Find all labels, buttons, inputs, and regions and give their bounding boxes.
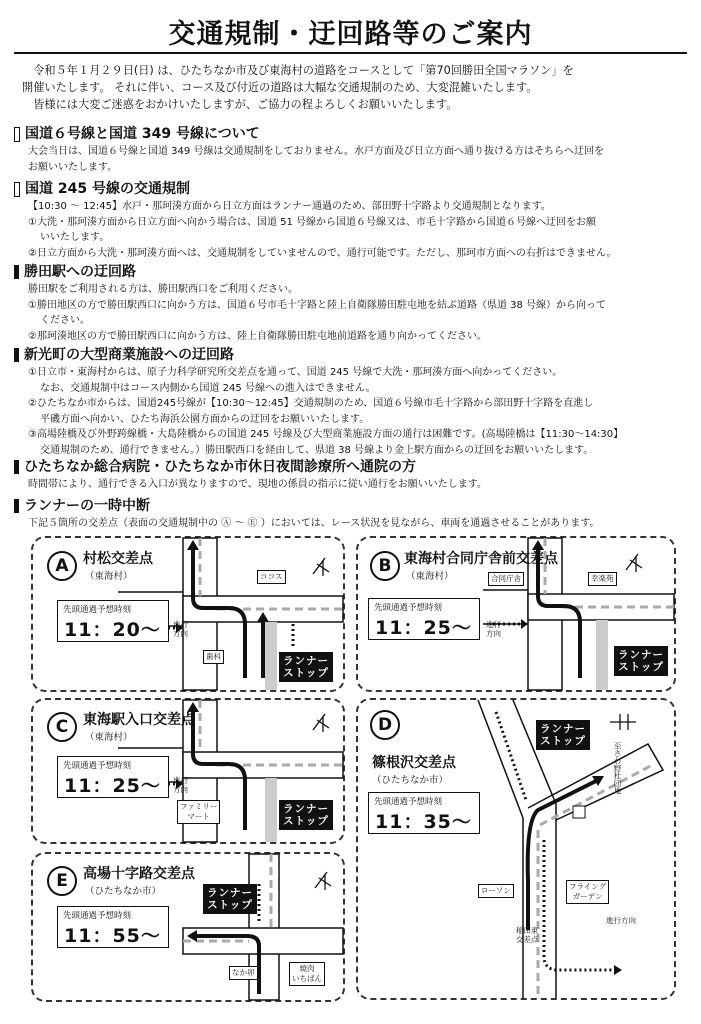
runner-stop-text: ストップ (540, 735, 586, 747)
direction-text: 方向 (173, 629, 188, 638)
intersection-name: 東海村合同庁舎前交差点 (404, 551, 558, 567)
estimated-time-box (368, 792, 480, 834)
intersection-map (358, 700, 674, 998)
intersection-area: （東海村） (85, 571, 133, 582)
section-katsuta-station (14, 263, 683, 344)
section-runner-pause (14, 497, 683, 532)
landmark: ローソン (478, 884, 514, 898)
section-heading: ランナーの一時中断 (24, 498, 150, 514)
estimated-time-box (57, 906, 169, 948)
estimated-time: 11：35～ (375, 811, 472, 833)
landmark: 合同庁舎 (488, 572, 524, 586)
intro-line: 令和５年１月２９日(日) は、ひたちなか市及び東海村の道路をコースとして「第70回勝田全国マラソン」を (33, 64, 574, 77)
section-route245 (14, 180, 683, 261)
intersection-name: 篠根沢交差点 (372, 755, 456, 771)
section-heading: ひたちなか総合病院・ひたちなか市休日夜間診療所へ通院の方 (24, 459, 416, 475)
landmark-text: 焼肉 (299, 964, 315, 973)
intersection-name: 高場十字路交差点 (83, 866, 195, 882)
runner-stop-badge (279, 652, 333, 682)
direction-text: 方向 (173, 785, 188, 794)
landmark (289, 962, 325, 986)
estimated-time-label: 先頭通過予想時刻 (374, 797, 443, 807)
heading-marker (14, 460, 19, 474)
panel-b-godochosha (356, 536, 676, 692)
page-title: 交通規制・迂回路等のご案内 (168, 19, 533, 50)
section-hospital (14, 458, 683, 493)
panel-d-shinonezawa (356, 698, 676, 1000)
heading-marker (14, 499, 19, 513)
estimated-time-box (368, 598, 480, 640)
heading-marker (14, 127, 20, 142)
heading-marker (14, 265, 19, 279)
runner-stop-badge (203, 884, 257, 914)
direction-text: 進行 (173, 620, 188, 629)
landmark: 幸楽苑 (588, 572, 617, 586)
heading-marker (14, 348, 19, 362)
intersection-area: （ひたちなか市） (372, 775, 449, 786)
panel-letter: E (47, 866, 77, 896)
direction-label (486, 620, 501, 638)
runner-stop-badge (614, 646, 668, 676)
direction-text: 進行 (486, 620, 501, 629)
estimated-time-label: 先頭通過予想時刻 (63, 761, 132, 771)
section-line: 交通規制のため、通行できません。）勝田駅西口を経由して、県道 38 号線より金上駅方面からの迂回をお願いいたします。 (40, 444, 594, 456)
runner-stop-text: ランナー (540, 723, 586, 735)
runner-stop-text: ランナー (207, 887, 253, 899)
panel-a-muramatsu (31, 536, 345, 692)
section-line: ③高場陸橋及び外野跨線橋・大島陸橋からの国道 245 号線及び大型商業施設方面の通行は困難です。(高場陸橋は【11:30～14:30】 (28, 429, 624, 440)
section-heading: 勝田駅への迂回路 (24, 264, 136, 280)
landmark-text: いちばん (292, 974, 322, 983)
section-heading: 国道 245 号線の交通規制 (25, 181, 190, 197)
landmark: なか卯 (229, 966, 258, 980)
intersection-area: （ひたちなか市） (85, 886, 162, 897)
intersection-name: 村松交差点 (83, 551, 153, 567)
direction-label (173, 620, 188, 638)
landmark-text: マート (187, 812, 210, 821)
landmark: 歯科 (203, 650, 224, 664)
section-line: ②那珂湊地区の方で勝田駅西口に向かう方は、陸上自衛隊勝田駐屯地前道路を通り向かってください。 (28, 330, 487, 342)
section-line: ください。 (40, 315, 90, 326)
estimated-time: 11：25～ (375, 617, 472, 639)
section-heading: 国道６号線と国道 349 号線について (25, 126, 260, 142)
intro-line: 開催いたします。 それに伴い、コース及び付近の道路は大幅な交通規制のため、大変混雑いたします。 (22, 81, 538, 94)
section-line: 平磯方面へ向かい、ひたち海浜公園方面からの迂回をお願いいたします。 (40, 413, 370, 425)
section-line: なお、交通規制中はコース内側から国道 245 号線への進入はできません。 (40, 382, 376, 394)
panel-letter: D (370, 710, 400, 740)
title-divider (14, 52, 687, 54)
panel-c-tokai-station (31, 698, 345, 844)
intersection-label-text: 稲田東 (516, 926, 539, 935)
section-line: 下記５箇所の交差点（表面の交通規制中の Ⓐ ～ Ⓔ ）においては、レース状況を見ながら、車両を通過させることがあります。 (28, 518, 600, 529)
runner-stop-text: ストップ (283, 815, 329, 827)
section-line: いいたします。 (40, 232, 110, 243)
intersection-name: 東海駅入口交差点 (83, 712, 195, 728)
runner-stop-text: ストップ (618, 661, 664, 673)
estimated-time-box (57, 600, 169, 642)
landmark (177, 800, 220, 824)
panel-letter: C (47, 712, 77, 742)
destination-label: 至さわ野杜団地 (613, 742, 622, 795)
section-route6-349 (14, 125, 683, 175)
runner-stop-text: ストップ (283, 667, 329, 679)
section-line: お願いいたします。 (28, 161, 118, 173)
intersection-label-text: 交差点 (516, 935, 539, 944)
section-line: 時間帯により、通行できる入口が異なりますので、現地の係員の指示に従い通行をお願いいたします。 (28, 479, 487, 490)
direction-text: 方向 (486, 629, 501, 638)
estimated-time-box (57, 756, 169, 798)
direction-text: 進行 (173, 776, 188, 785)
section-line: ①大洗・那珂湊方面から日立方面へ向かう場合は、国道 51 号線から国道６号線又は、市毛十字路から国道６号線へ迂回をお願 (28, 216, 597, 228)
intersection-area: （東海村） (85, 732, 133, 743)
direction-label (173, 776, 188, 794)
section-line: 大会当日は、国道６号線と国道 349 号線は交通規制をしておりません。水戸方面及び日立方面へ通り抜ける方はそちらへ迂回を (28, 146, 605, 157)
intersection-label (516, 926, 539, 944)
estimated-time: 11：55～ (64, 925, 161, 947)
runner-stop-badge (279, 800, 333, 830)
intersection-area: （東海村） (406, 571, 454, 582)
landmark (566, 880, 609, 904)
intro-paragraph (22, 62, 681, 113)
section-line: 【10:30 ～ 12:45】水戸・那珂湊方面から日立方面はランナー通過のため、部田野十字路より交通規制となります。 (28, 201, 551, 212)
estimated-time-label: 先頭通過予想時刻 (63, 605, 132, 615)
landmark: ココス (257, 570, 286, 584)
panel-letter: B (370, 551, 400, 581)
runner-stop-text: ランナー (283, 803, 329, 815)
section-heading: 新光町の大型商業施設への迂回路 (24, 347, 234, 363)
landmark-text: フライング (569, 882, 607, 891)
landmark-text: ガーデン (572, 892, 603, 901)
landmark-text: ファミリー (180, 802, 218, 811)
heading-marker (14, 182, 20, 197)
direction-label: 進行方向 (606, 916, 636, 925)
section-line: ②日立方面から大洗・那珂湊方面へは、交通規制をしていませんので、通行可能です。ただし、那珂市方面への右折はできません。 (28, 247, 617, 259)
section-shinko-commercial (14, 346, 683, 458)
section-line: ①日立市・東海村からは、原子力科学研究所交差点を通って、国道 245 号線で大洗・那珂湊方面へ向かってください。 (28, 367, 563, 378)
runner-stop-text: ランナー (283, 655, 329, 667)
runner-stop-badge (536, 720, 590, 750)
estimated-time: 11：20～ (64, 619, 161, 641)
panel-e-takaba (31, 852, 345, 1002)
section-line: ①勝田地区の方で勝田駅西口に向かう方は、国道６号市毛十字路と陸上自衛隊勝田駐屯地を結ぶ道路（県道 38 号線）から向って (28, 299, 607, 311)
panel-letter: A (47, 551, 77, 581)
section-line: 勝田駅をご利用される方は、勝田駅西口をご利用ください。 (28, 284, 298, 295)
estimated-time-label: 先頭通過予想時刻 (63, 911, 132, 921)
runner-stop-text: ランナー (618, 649, 664, 661)
section-line: ②ひたちなか市からは、国道245号線が【10:30～12:45】交通規制のため、国道６号線市毛十字路から部田野十字路を直進し (28, 398, 594, 409)
estimated-time-label: 先頭通過予想時刻 (374, 603, 443, 613)
runner-stop-text: ストップ (207, 899, 253, 911)
estimated-time: 11：25～ (64, 775, 161, 797)
intro-line: 皆様には大変ご迷惑をおかけいたしますが、ご協力の程よろしくお願いいたします。 (33, 98, 458, 111)
